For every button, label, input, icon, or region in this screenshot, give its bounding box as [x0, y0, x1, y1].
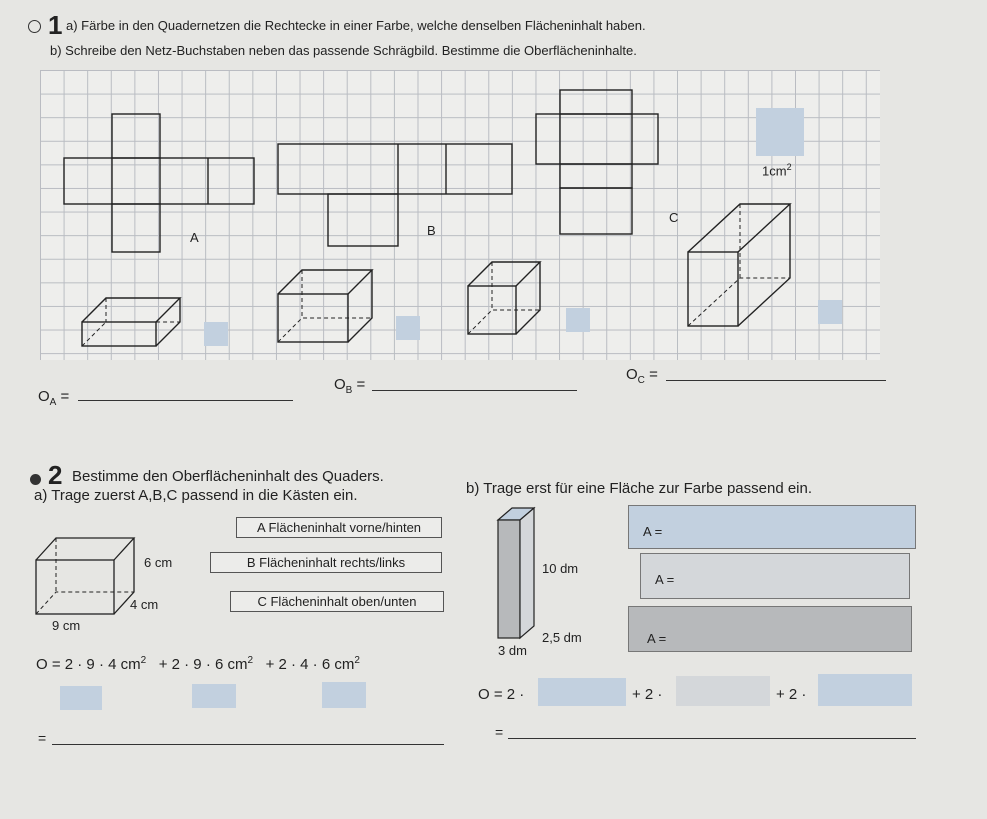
exercise-2a-text: a) Trage zuerst A,B,C passend in die Kästen ein. — [34, 487, 358, 504]
result-line-a[interactable] — [52, 744, 444, 745]
tall-dim-height: 10 dm — [542, 561, 579, 576]
formula-color-1[interactable] — [60, 686, 102, 710]
instruction-b: b) Schreibe den Netz-Buchstaben neben das passende Schrägbild. Bestimme die Oberflächeninhalte. — [50, 43, 637, 58]
o-plus-1: + 2 · — [632, 686, 663, 703]
tall-dim-depth: 2,5 dm — [542, 630, 582, 645]
face-box-a[interactable]: A Flächeninhalt vorne/hinten — [236, 517, 442, 538]
net-label-c: C — [669, 210, 679, 225]
result-line-b[interactable] — [508, 738, 916, 739]
formula-color-3[interactable] — [322, 682, 366, 708]
o-plus-2: + 2 · — [776, 686, 807, 703]
result-eq-b: = — [495, 724, 504, 740]
net-label-a: A — [190, 230, 199, 245]
dim-height: 6 cm — [144, 555, 173, 570]
ob-label: $O_B$ = — [334, 376, 366, 396]
o-box-last[interactable] — [818, 674, 912, 706]
exercise-2-title: Bestimme den Oberflächeninhalt des Quaders. — [72, 468, 384, 485]
unit-square-label: $1cm^2$ — [762, 162, 792, 179]
area-label-3: A = — [647, 631, 667, 646]
o-start: O = 2 · — [478, 686, 525, 703]
oa-label: $O_A$ = — [38, 388, 70, 408]
face-box-c[interactable]: C Flächeninhalt oben/unten — [230, 591, 444, 612]
exercise-number: 1 — [48, 10, 63, 40]
o-box-blue[interactable] — [538, 678, 626, 706]
o-box-light[interactable] — [676, 676, 770, 706]
area-box-light[interactable] — [640, 553, 910, 599]
area-label-2: A = — [655, 572, 675, 587]
net-label-b: B — [427, 223, 436, 238]
area-label-1: A = — [643, 524, 663, 539]
exercise-2b-text: b) Trage erst für eine Fläche zur Farbe passend ein. — [466, 480, 813, 497]
dim-width: 9 cm — [52, 618, 81, 633]
formula-color-2[interactable] — [192, 684, 236, 708]
instruction-a: a) Färbe in den Quadernetzen die Rechtecke in einer Farbe, welche denselben Flächeninhalt haben. — [66, 18, 646, 33]
face-box-b[interactable]: B Flächeninhalt rechts/links — [210, 552, 442, 573]
oc-label: $O_C$ = — [626, 366, 658, 386]
formula-line: O = 2 · 9 · 4 $cm^2$ + 2 · 9 · 6 $cm^2$ + 2 · 4 · 6 $cm^2$ — [36, 655, 360, 673]
dim-depth: 4 cm — [130, 597, 159, 612]
exercise-number-2: 2 — [48, 460, 63, 490]
tall-dim-width: 3 dm — [498, 643, 527, 658]
area-box-blue[interactable] — [628, 505, 916, 549]
result-eq-a: = — [38, 730, 47, 746]
area-box-dark[interactable] — [628, 606, 912, 652]
